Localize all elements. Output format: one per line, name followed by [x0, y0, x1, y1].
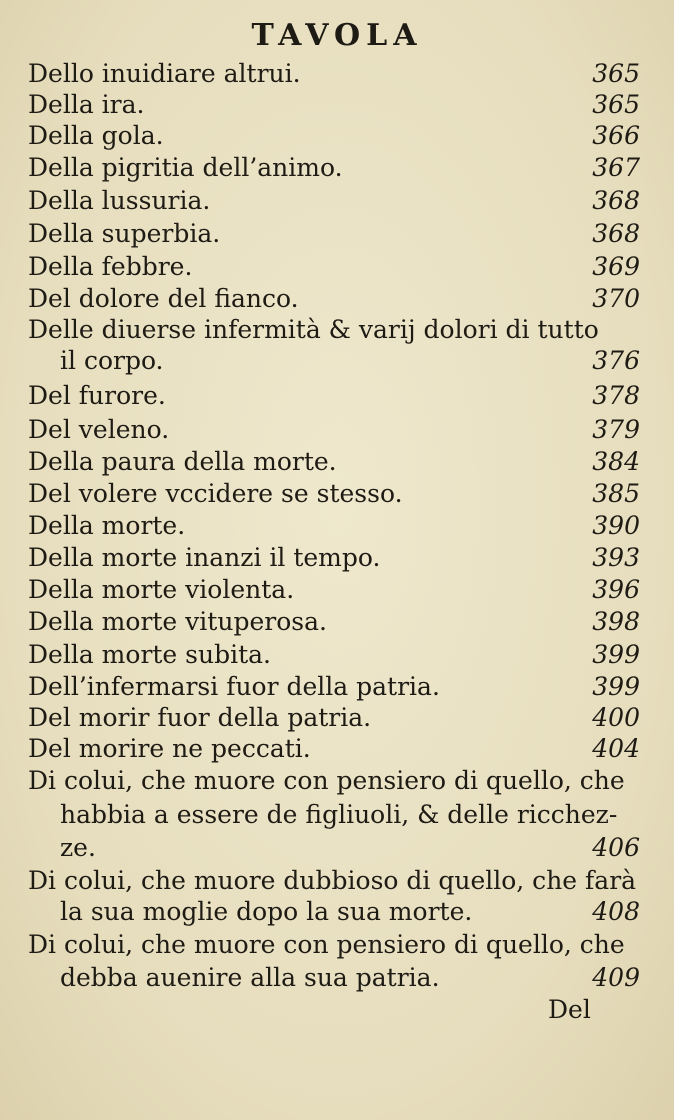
- entry-title: Del veleno.: [28, 415, 170, 444]
- list-item: [28, 606, 640, 637]
- entry-page-number: 399: [592, 640, 640, 669]
- entry-page-number: 404: [592, 734, 640, 763]
- entry-title-line: ze.: [60, 833, 96, 862]
- entry-title-line: la sua moglie dopo la sua morte.: [60, 897, 473, 926]
- entry-page-number: 384: [592, 447, 640, 476]
- list-item: [28, 414, 640, 445]
- list-item: [60, 962, 640, 993]
- list-item: [28, 446, 640, 477]
- entry-title: Della pigritia dell’animo.: [28, 153, 343, 182]
- list-item: [28, 152, 640, 183]
- entry-title-line: habbia a essere de figliuoli, & delle ricchez-: [60, 800, 618, 829]
- entry-page-number: 393: [592, 543, 640, 572]
- entry-title: Della febbre.: [28, 252, 193, 281]
- entry-title: Del volere vccidere se stesso.: [28, 479, 403, 508]
- entry-title: Della gola.: [28, 121, 164, 150]
- entry-title: Della ira.: [28, 90, 145, 119]
- entry-page-number: 367: [592, 153, 640, 182]
- page-title: TAVOLA: [251, 18, 423, 53]
- entry-title: Del dolore del fianco.: [28, 284, 299, 313]
- entry-title: Della superbia.: [28, 219, 221, 248]
- entry-title: Della morte vituperosa.: [28, 607, 327, 636]
- entry-page-number: 390: [592, 511, 640, 540]
- list-item: [28, 671, 640, 702]
- list-item: [28, 58, 640, 89]
- list-item: [28, 120, 640, 151]
- list-item: [28, 510, 640, 541]
- entry-title: Del morir fuor della patria.: [28, 703, 372, 732]
- entry-page-number: 378: [592, 381, 640, 410]
- entry-title-line: Di colui, che muore con pensiero di quello, che: [28, 766, 625, 795]
- entry-page-number: 399: [592, 672, 640, 701]
- entry-title: Del furore.: [28, 381, 166, 410]
- catchword: Del: [548, 995, 591, 1024]
- entry-title: Dello inuidiare altrui.: [28, 59, 301, 88]
- list-item: [28, 89, 640, 120]
- entry-page-number: 369: [592, 252, 640, 281]
- entry-title: Della lussuria.: [28, 186, 211, 215]
- entry-title: Dell’infermarsi fuor della patria.: [28, 672, 440, 701]
- entry-page-number: 370: [592, 284, 640, 313]
- entry-title-line: Delle diuerse infermità & varij dolori di tutto: [28, 315, 599, 344]
- entry-title: Del morire ne peccati.: [28, 734, 311, 763]
- entry-page-number: 365: [592, 90, 640, 119]
- entry-title-line: debba auenire alla sua patria.: [60, 963, 440, 992]
- list-item: [28, 478, 640, 509]
- entry-page-number: 409: [592, 963, 640, 992]
- list-item: [28, 251, 640, 282]
- list-item: [28, 574, 640, 605]
- entry-page-number: 396: [592, 575, 640, 604]
- list-item: [28, 542, 640, 573]
- entry-page-number: 398: [592, 607, 640, 636]
- list-item: [60, 832, 640, 863]
- entry-page-number: 406: [592, 833, 640, 862]
- entry-title-line: Di colui, che muore dubbioso di quello, che farà: [28, 866, 637, 895]
- entry-page-number: 408: [592, 897, 640, 926]
- entry-title: Della morte inanzi il tempo.: [28, 543, 381, 572]
- entry-page-number: 368: [592, 186, 640, 215]
- entry-title: Della morte subita.: [28, 640, 272, 669]
- entry-page-number: 366: [592, 121, 640, 150]
- entry-page-number: 376: [592, 346, 640, 375]
- entry-title-line: il corpo.: [60, 346, 164, 375]
- list-item: [28, 283, 640, 314]
- entry-title-line: Di colui, che muore con pensiero di quello, che: [28, 930, 625, 959]
- entry-page-number: 379: [592, 415, 640, 444]
- list-item: [28, 380, 640, 411]
- entry-title: Della paura della morte.: [28, 447, 337, 476]
- list-item: [28, 733, 640, 764]
- list-item: [60, 345, 640, 376]
- list-item: [28, 639, 640, 670]
- list-item: [60, 896, 640, 927]
- list-item: [28, 702, 640, 733]
- entry-page-number: 400: [592, 703, 640, 732]
- entry-page-number: 368: [592, 219, 640, 248]
- entry-title: Della morte violenta.: [28, 575, 295, 604]
- list-item: [28, 185, 640, 216]
- list-item: [28, 218, 640, 249]
- entry-title: Della morte.: [28, 511, 186, 540]
- entry-page-number: 365: [592, 59, 640, 88]
- entry-page-number: 385: [592, 479, 640, 508]
